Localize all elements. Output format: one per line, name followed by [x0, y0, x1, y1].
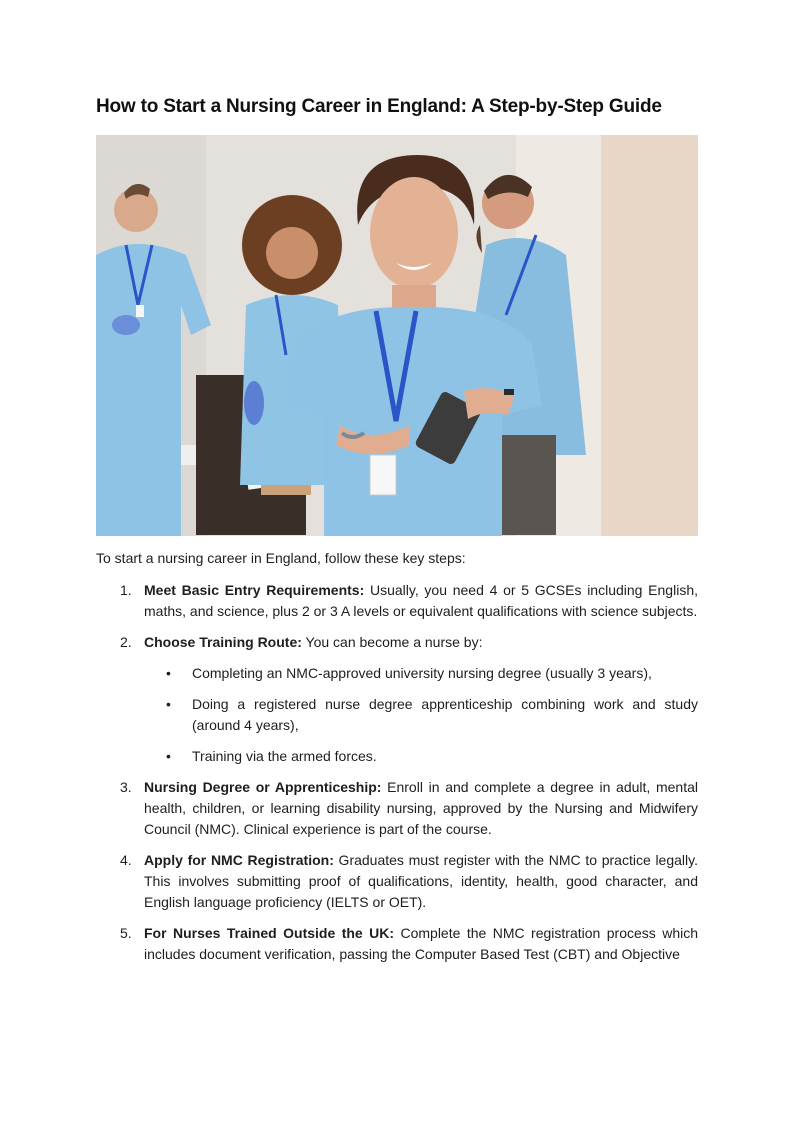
- step-heading: Choose Training Route:: [144, 634, 302, 650]
- list-item: • Completing an NMC-approved university nursing degree (usually 3 years),: [144, 663, 698, 684]
- list-item: • Doing a registered nurse degree apprenticeship combining work and study (around 4 years),: [144, 694, 698, 736]
- list-item: [96, 850, 698, 913]
- step-text: Graduates must register with the NMC to practice legally. This involves submitting proof of qualifications, identity, health, good character, and English language proficiency (IELTS or OET).: [144, 852, 698, 910]
- step-text: Complete the NMC registration process which includes document verification, passing the Computer Based Test (CBT) and Objective: [144, 925, 699, 962]
- nurses-photo-illustration: [96, 135, 698, 536]
- step-heading: For Nurses Trained Outside the UK:: [144, 925, 395, 941]
- step-number: 4.: [120, 852, 132, 868]
- list-item: • Training via the armed forces.: [144, 746, 698, 767]
- list-item: [96, 580, 698, 622]
- training-routes-list: [144, 663, 698, 767]
- page-title: How to Start a Nursing Career in England: A Step-by-Step Guide: [96, 96, 662, 117]
- list-item: [96, 923, 698, 965]
- step-number: 1.: [120, 582, 132, 598]
- step-number: 5.: [120, 925, 132, 941]
- step-number: 2.: [120, 634, 132, 650]
- step-text: Usually, you need 4 or 5 GCSEs including English, maths, and science, plus 2 or 3 A levels or equivalent qualifications with science subjects.: [144, 582, 698, 619]
- list-item: [96, 632, 698, 767]
- step-text: Enroll in and complete a degree in adult, mental health, children, or learning disability nursing, approved by the Nursing and Midwifery Council (NMC). Clinical experience is part of the course.: [144, 779, 698, 837]
- step-heading: Nursing Degree or Apprenticeship:: [144, 779, 382, 795]
- step-number: 3.: [120, 779, 132, 795]
- step-heading: Apply for NMC Registration:: [144, 852, 334, 868]
- steps-list: [96, 580, 698, 975]
- step-heading: Meet Basic Entry Requirements:: [144, 582, 365, 598]
- intro-text: To start a nursing career in England, follow these key steps:: [96, 550, 466, 566]
- list-item: [96, 777, 698, 840]
- nurses-photo: [96, 135, 698, 536]
- step-text: You can become a nurse by:: [301, 634, 483, 650]
